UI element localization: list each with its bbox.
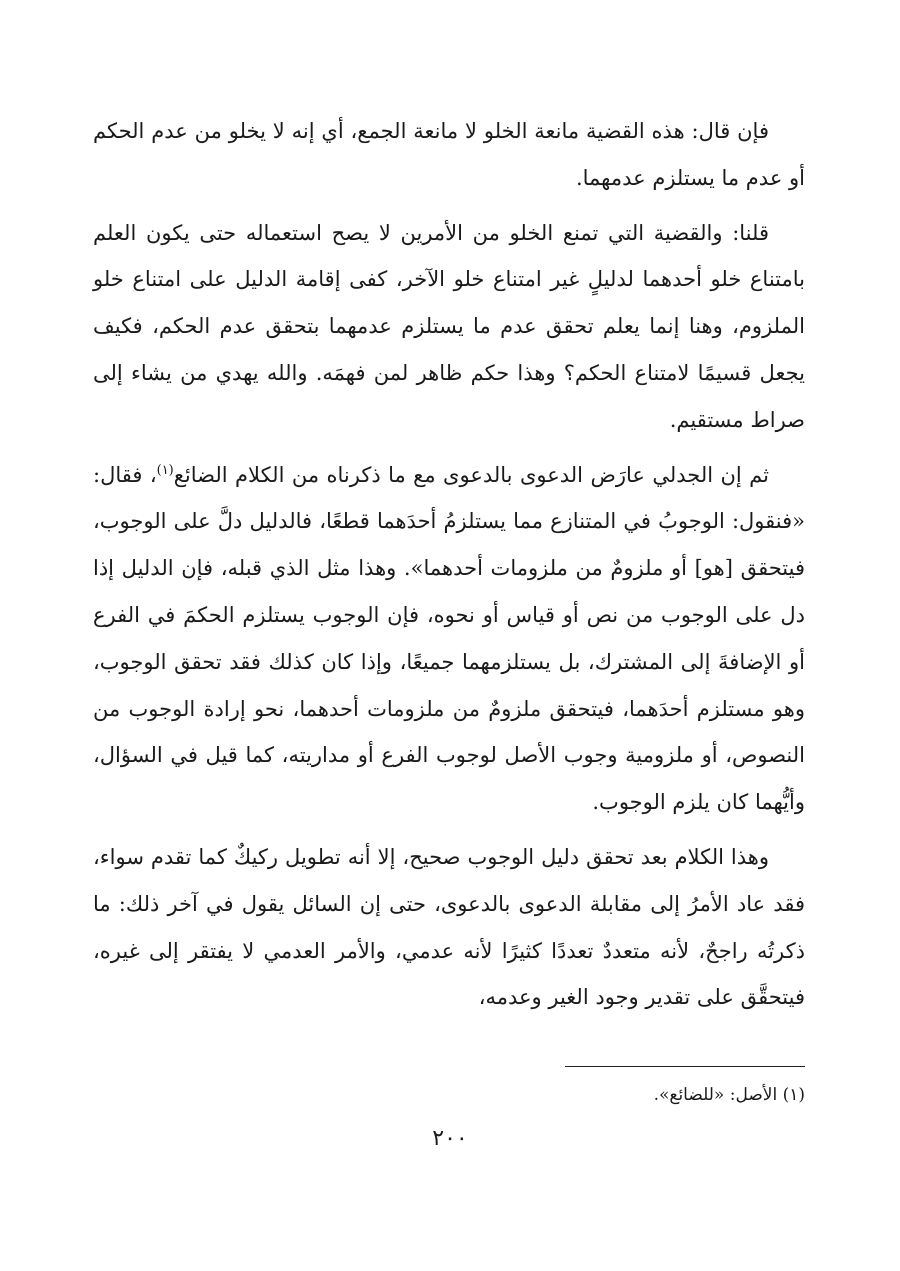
paragraph-3-text-a: ثم إن الجدلي عارَض الدعوى بالدعوى مع ما ذكرناه من الكلام الضائع — [173, 462, 769, 487]
main-text — [93, 108, 805, 1029]
footnote-divider — [565, 1066, 805, 1067]
page-number: ٢٠٠ — [432, 1126, 468, 1151]
paragraph-3-text-b: ، فقال: «فنقول: الوجوبُ في المتنازع مما يستلزمُ أحدَهما قطعًا، فالدليل دلَّ على الوجوب، فيتحقق [هو] أو ملزومٌ من ملزومات أحدهما». وهذا مثل الذي قبله، فإن الدليل إذا دل على الوجوب من نص أو قياس أو نحوه، فإن الوجوب يستلزم الحكمَ في الفرع أو الإضافةَ إلى المشترك، بل يستلزمهما جميعًا، وإذا كان كذلك فقد تحقق الوجوب، وهو مستلزم أحدَهما، فيتحقق ملزومٌ من ملزومات أحدهما، نحو إرادة الوجوب من النصوص، أو ملزومية وجوب الأصل لوجوب الفرع أو مداريته، كما قيل في السؤال، وأيُّهما كان يلزم الوجوب. — [93, 462, 805, 815]
paragraph-4: وهذا الكلام بعد تحقق دليل الوجوب صحيح، إلا أنه تطويل ركيكٌ كما تقدم سواء، فقد عاد الأمرُ إلى مقابلة الدعوى بالدعوى، حتى إن السائل يقول في آخر ذلك: ما ذكرتُه راجحٌ، لأنه متعددٌ تعددًا كثيرًا لأنه عدمي، والأمر العدمي لا يفتقر إلى غيره، فيتحقَّق على تقدير وجود الغير وعدمه، — [93, 844, 805, 1010]
footnote: (١) الأصل: «للضائع». — [653, 1085, 805, 1105]
footnote-reference: (١) — [156, 462, 174, 478]
paragraph-3 — [93, 452, 805, 826]
paragraph-2: قلنا: والقضية التي تمنع الخلو من الأمرين لا يصح استعماله حتى يكون العلم بامتناع خلو أحدهما لدليلٍ غير امتناع خلو الآخر، كفى إقامة الدليل على امتناع خلو الملزوم، وهنا إنما يعلم تحقق عدم ما يستلزم عدمهما بتحقق عدم الحكم، فكيف يجعل قسيمًا لامتناع الحكم؟ وهذا حكم ظاهر لمن فهمَه. والله يهدي من يشاء إلى صراط مستقيم. — [93, 220, 805, 432]
paragraph-1: فإن قال: هذه القضية مانعة الخلو لا مانعة الجمع، أي إنه لا يخلو من عدم الحكم أو عدم ما يستلزم عدمهما. — [93, 119, 805, 190]
